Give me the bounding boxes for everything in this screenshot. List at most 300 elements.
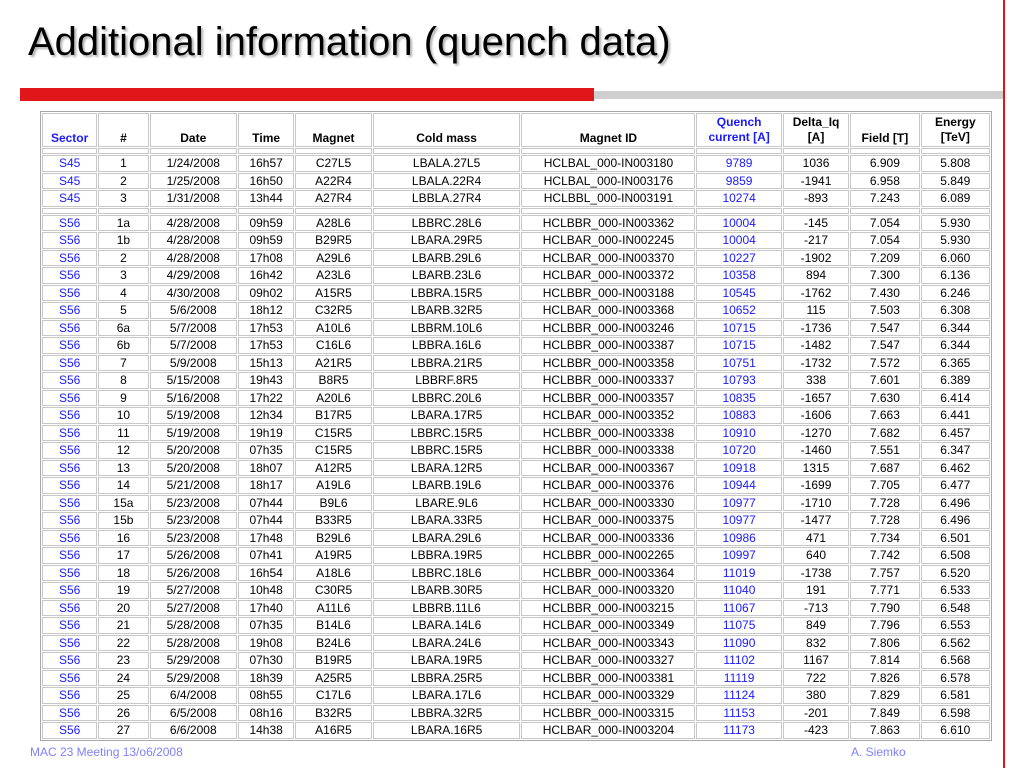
header-field: Field [T]: [850, 113, 919, 147]
table-row: [42, 302, 990, 319]
cell-energy: 6.501: [921, 530, 990, 547]
cell-date: 5/21/2008: [150, 477, 237, 494]
cell-time: 12h34: [238, 407, 294, 424]
cell-magnet-id: HCLBAR_000-IN003330: [521, 495, 695, 512]
cell-field: 7.796: [850, 617, 919, 634]
cell-cold-mass: LBARA.17L6: [373, 687, 521, 704]
table-row: [42, 407, 990, 424]
cell-date: 5/19/2008: [150, 425, 237, 442]
header-number: #: [98, 113, 148, 147]
cell-cold-mass: LBBRC.28L6: [373, 215, 521, 232]
cell-delta-iq: 640: [783, 547, 849, 564]
header-cold-mass: Cold mass: [373, 113, 521, 147]
cell-energy: 6.581: [921, 687, 990, 704]
cell-magnet-id: HCLBAR_000-IN003336: [521, 530, 695, 547]
cell-number: 10: [98, 407, 148, 424]
cell-energy: 6.578: [921, 670, 990, 687]
cell-time: 19h08: [238, 635, 294, 652]
cell-field: 7.572: [850, 355, 919, 372]
table-row: [42, 267, 990, 284]
cell-magnet: B24L6: [295, 635, 371, 652]
cell-magnet-id: HCLBAR_000-IN003368: [521, 302, 695, 319]
cell-field: 7.806: [850, 635, 919, 652]
cell-time: 09h59: [238, 232, 294, 249]
cell-delta-iq: -1270: [783, 425, 849, 442]
cell-quench-current: 10751: [696, 355, 781, 372]
cell-date: 5/23/2008: [150, 512, 237, 529]
cell-number: 14: [98, 477, 148, 494]
cell-field: 7.829: [850, 687, 919, 704]
cell-magnet: A29L6: [295, 250, 371, 267]
cell-cold-mass: LBARA.12R5: [373, 460, 521, 477]
cell-time: 08h16: [238, 705, 294, 722]
cell-magnet: A11L6: [295, 600, 371, 617]
cell-energy: 6.347: [921, 442, 990, 459]
cell-delta-iq: -1762: [783, 285, 849, 302]
cell-magnet: A23L6: [295, 267, 371, 284]
cell-quench-current: 9789: [696, 155, 781, 172]
table-row: [42, 617, 990, 634]
cell-energy: 6.457: [921, 425, 990, 442]
cell-time: 18h17: [238, 477, 294, 494]
cell-cold-mass: LBBRC.20L6: [373, 390, 521, 407]
cell-time: 07h30: [238, 652, 294, 669]
cell-date: 4/28/2008: [150, 250, 237, 267]
table-row: [42, 722, 990, 739]
cell-field: 7.547: [850, 320, 919, 337]
cell-field: 6.909: [850, 155, 919, 172]
cell-energy: 6.496: [921, 512, 990, 529]
spacer-cell: [850, 208, 919, 214]
cell-field: 7.054: [850, 215, 919, 232]
cell-quench-current: 10944: [696, 477, 781, 494]
cell-sector: S56: [42, 705, 97, 722]
cell-delta-iq: 380: [783, 687, 849, 704]
cell-magnet-id: HCLBBL_000-IN003191: [521, 190, 695, 207]
spacer-cell: [238, 148, 294, 154]
cell-magnet-id: HCLBBR_000-IN003338: [521, 425, 695, 442]
right-edge-line: [1003, 0, 1005, 768]
cell-number: 3: [98, 267, 148, 284]
cell-magnet-id: HCLBAR_000-IN003376: [521, 477, 695, 494]
cell-date: 5/26/2008: [150, 547, 237, 564]
cell-magnet: C27L5: [295, 155, 371, 172]
table-row: [42, 173, 990, 190]
cell-sector: S45: [42, 190, 97, 207]
cell-number: 23: [98, 652, 148, 669]
cell-quench-current: 9859: [696, 173, 781, 190]
cell-time: 17h40: [238, 600, 294, 617]
cell-magnet-id: HCLBBR_000-IN003362: [521, 215, 695, 232]
cell-magnet: C15R5: [295, 425, 371, 442]
cell-magnet: A19L6: [295, 477, 371, 494]
cell-delta-iq: -1738: [783, 565, 849, 582]
cell-sector: S56: [42, 530, 97, 547]
cell-number: 8: [98, 372, 148, 389]
table-row: [42, 250, 990, 267]
cell-number: 1b: [98, 232, 148, 249]
cell-quench-current: 11040: [696, 582, 781, 599]
table-row: [42, 320, 990, 337]
cell-date: 1/25/2008: [150, 173, 237, 190]
spacer-cell: [98, 208, 148, 214]
cell-energy: 5.808: [921, 155, 990, 172]
cell-cold-mass: LBBRC.15R5: [373, 442, 521, 459]
cell-magnet-id: HCLBBR_000-IN003387: [521, 337, 695, 354]
cell-energy: 6.414: [921, 390, 990, 407]
cell-sector: S56: [42, 722, 97, 739]
cell-energy: 5.849: [921, 173, 990, 190]
table-row: [42, 477, 990, 494]
cell-number: 27: [98, 722, 148, 739]
cell-number: 21: [98, 617, 148, 634]
cell-field: 7.742: [850, 547, 919, 564]
cell-cold-mass: LBALA.22R4: [373, 173, 521, 190]
cell-date: 5/27/2008: [150, 582, 237, 599]
cell-date: 5/16/2008: [150, 390, 237, 407]
cell-time: 07h41: [238, 547, 294, 564]
header-magnet: Magnet: [295, 113, 371, 147]
cell-time: 07h35: [238, 617, 294, 634]
cell-magnet-id: HCLBAR_000-IN003204: [521, 722, 695, 739]
cell-energy: 6.344: [921, 337, 990, 354]
cell-magnet-id: HCLBAR_000-IN003352: [521, 407, 695, 424]
cell-energy: 6.533: [921, 582, 990, 599]
cell-magnet-id: HCLBAR_000-IN003349: [521, 617, 695, 634]
cell-time: 08h55: [238, 687, 294, 704]
cell-date: 1/24/2008: [150, 155, 237, 172]
spacer-cell: [238, 208, 294, 214]
table-header-row: [42, 113, 990, 147]
cell-magnet: A16R5: [295, 722, 371, 739]
table-row: [42, 460, 990, 477]
cell-delta-iq: -1941: [783, 173, 849, 190]
table-row: [42, 530, 990, 547]
cell-sector: S56: [42, 407, 97, 424]
cell-number: 12: [98, 442, 148, 459]
cell-energy: 6.389: [921, 372, 990, 389]
cell-magnet-id: HCLBBR_000-IN003338: [521, 442, 695, 459]
cell-quench-current: 11102: [696, 652, 781, 669]
cell-delta-iq: -1477: [783, 512, 849, 529]
cell-time: 16h42: [238, 267, 294, 284]
cell-time: 10h48: [238, 582, 294, 599]
spacer-cell: [42, 148, 97, 154]
cell-sector: S56: [42, 600, 97, 617]
footer-meeting: MAC 23 Meeting 13/o6/2008: [30, 745, 183, 759]
cell-quench-current: 11173: [696, 722, 781, 739]
cell-delta-iq: -423: [783, 722, 849, 739]
cell-cold-mass: LBARB.29L6: [373, 250, 521, 267]
cell-magnet: C15R5: [295, 442, 371, 459]
spacer-cell: [373, 208, 521, 214]
cell-energy: 6.441: [921, 407, 990, 424]
title-rule-red: [20, 88, 594, 101]
cell-time: 17h53: [238, 320, 294, 337]
cell-delta-iq: 1036: [783, 155, 849, 172]
cell-delta-iq: -217: [783, 232, 849, 249]
cell-magnet-id: HCLBAR_000-IN003320: [521, 582, 695, 599]
cell-energy: 6.496: [921, 495, 990, 512]
cell-number: 19: [98, 582, 148, 599]
spacer-cell: [150, 208, 237, 214]
cell-quench-current: 11153: [696, 705, 781, 722]
cell-number: 1: [98, 155, 148, 172]
cell-delta-iq: -1732: [783, 355, 849, 372]
spacer-cell: [696, 208, 781, 214]
cell-magnet-id: HCLBAR_000-IN003375: [521, 512, 695, 529]
cell-field: 7.547: [850, 337, 919, 354]
cell-delta-iq: -1460: [783, 442, 849, 459]
cell-quench-current: 11019: [696, 565, 781, 582]
table-row: [42, 215, 990, 232]
cell-cold-mass: LBBLA.27R4: [373, 190, 521, 207]
cell-delta-iq: -713: [783, 600, 849, 617]
cell-sector: S56: [42, 267, 97, 284]
cell-cold-mass: LBARA.16R5: [373, 722, 521, 739]
cell-number: 5: [98, 302, 148, 319]
cell-cold-mass: LBARE.9L6: [373, 495, 521, 512]
cell-energy: 5.930: [921, 232, 990, 249]
cell-time: 07h35: [238, 442, 294, 459]
cell-time: 18h12: [238, 302, 294, 319]
table-row: [42, 285, 990, 302]
cell-cold-mass: LBBRA.16L6: [373, 337, 521, 354]
cell-date: 6/4/2008: [150, 687, 237, 704]
spacer-cell: [921, 148, 990, 154]
cell-energy: 6.568: [921, 652, 990, 669]
cell-magnet-id: HCLBAL_000-IN003176: [521, 173, 695, 190]
cell-quench-current: 10910: [696, 425, 781, 442]
cell-delta-iq: -1710: [783, 495, 849, 512]
header-energy: Energy [TeV]: [921, 113, 990, 147]
cell-date: 4/28/2008: [150, 232, 237, 249]
cell-quench-current: 10835: [696, 390, 781, 407]
cell-date: 6/5/2008: [150, 705, 237, 722]
cell-magnet: A12R5: [295, 460, 371, 477]
cell-delta-iq: 115: [783, 302, 849, 319]
spacer-row: [42, 208, 990, 214]
cell-number: 4: [98, 285, 148, 302]
table-row: [42, 652, 990, 669]
cell-magnet-id: HCLBBR_000-IN003215: [521, 600, 695, 617]
cell-sector: S56: [42, 372, 97, 389]
cell-energy: 6.060: [921, 250, 990, 267]
cell-magnet-id: HCLBAR_000-IN003343: [521, 635, 695, 652]
cell-magnet-id: HCLBAR_000-IN003367: [521, 460, 695, 477]
cell-time: 09h02: [238, 285, 294, 302]
spacer-cell: [150, 148, 237, 154]
title-rule-gray: [594, 91, 1004, 99]
cell-time: 15h13: [238, 355, 294, 372]
cell-date: 4/29/2008: [150, 267, 237, 284]
cell-number: 15b: [98, 512, 148, 529]
cell-time: 16h50: [238, 173, 294, 190]
cell-number: 24: [98, 670, 148, 687]
cell-date: 5/26/2008: [150, 565, 237, 582]
cell-time: 18h07: [238, 460, 294, 477]
cell-time: 19h43: [238, 372, 294, 389]
cell-sector: S56: [42, 425, 97, 442]
cell-date: 4/28/2008: [150, 215, 237, 232]
cell-field: 7.054: [850, 232, 919, 249]
cell-sector: S56: [42, 232, 97, 249]
table-body: [42, 148, 990, 739]
cell-energy: 6.344: [921, 320, 990, 337]
cell-cold-mass: LBARA.24L6: [373, 635, 521, 652]
cell-delta-iq: -893: [783, 190, 849, 207]
cell-magnet-id: HCLBAR_000-IN003329: [521, 687, 695, 704]
cell-magnet-id: HCLBBR_000-IN003357: [521, 390, 695, 407]
cell-sector: S56: [42, 320, 97, 337]
cell-energy: 6.246: [921, 285, 990, 302]
cell-delta-iq: -1699: [783, 477, 849, 494]
cell-magnet: B14L6: [295, 617, 371, 634]
cell-energy: 6.598: [921, 705, 990, 722]
cell-magnet-id: HCLBAR_000-IN002245: [521, 232, 695, 249]
cell-magnet: C30R5: [295, 582, 371, 599]
table-row: [42, 565, 990, 582]
cell-field: 7.790: [850, 600, 919, 617]
table-row: [42, 155, 990, 172]
cell-magnet-id: HCLBAR_000-IN003370: [521, 250, 695, 267]
table-row: [42, 687, 990, 704]
cell-energy: 6.610: [921, 722, 990, 739]
cell-quench-current: 10715: [696, 337, 781, 354]
cell-number: 17: [98, 547, 148, 564]
cell-delta-iq: -1902: [783, 250, 849, 267]
cell-time: 18h39: [238, 670, 294, 687]
spacer-cell: [98, 148, 148, 154]
cell-magnet: C17L6: [295, 687, 371, 704]
cell-time: 07h44: [238, 512, 294, 529]
cell-energy: 6.477: [921, 477, 990, 494]
cell-delta-iq: 1315: [783, 460, 849, 477]
cell-sector: S56: [42, 565, 97, 582]
cell-sector: S56: [42, 460, 97, 477]
cell-time: 17h22: [238, 390, 294, 407]
cell-date: 5/20/2008: [150, 460, 237, 477]
cell-magnet: A19R5: [295, 547, 371, 564]
cell-number: 25: [98, 687, 148, 704]
spacer-cell: [42, 208, 97, 214]
table-row: [42, 355, 990, 372]
table-row: [42, 670, 990, 687]
cell-number: 13: [98, 460, 148, 477]
cell-date: 1/31/2008: [150, 190, 237, 207]
cell-energy: 6.365: [921, 355, 990, 372]
cell-sector: S56: [42, 285, 97, 302]
cell-field: 7.243: [850, 190, 919, 207]
cell-energy: 6.520: [921, 565, 990, 582]
cell-magnet: A15R5: [295, 285, 371, 302]
cell-energy: 6.508: [921, 547, 990, 564]
header-sector: Sector: [42, 113, 97, 147]
cell-date: 5/23/2008: [150, 495, 237, 512]
cell-delta-iq: 191: [783, 582, 849, 599]
cell-cold-mass: LBALA.27L5: [373, 155, 521, 172]
header-delta-iq: Delta_Iq [A]: [783, 113, 849, 147]
cell-quench-current: 11119: [696, 670, 781, 687]
cell-energy: 6.308: [921, 302, 990, 319]
cell-sector: S56: [42, 582, 97, 599]
cell-time: 17h48: [238, 530, 294, 547]
cell-field: 6.958: [850, 173, 919, 190]
spacer-cell: [783, 148, 849, 154]
cell-sector: S56: [42, 355, 97, 372]
spacer-cell: [850, 148, 919, 154]
cell-magnet-id: HCLBBR_000-IN003358: [521, 355, 695, 372]
cell-date: 5/28/2008: [150, 635, 237, 652]
cell-magnet: A27R4: [295, 190, 371, 207]
cell-magnet: A18L6: [295, 565, 371, 582]
cell-number: 15a: [98, 495, 148, 512]
cell-delta-iq: -145: [783, 215, 849, 232]
cell-magnet-id: HCLBAR_000-IN003372: [521, 267, 695, 284]
cell-magnet: B29L6: [295, 530, 371, 547]
quench-data-table-frame: [40, 111, 992, 741]
cell-field: 7.705: [850, 477, 919, 494]
cell-cold-mass: LBARA.29L6: [373, 530, 521, 547]
cell-date: 5/7/2008: [150, 337, 237, 354]
cell-sector: S56: [42, 477, 97, 494]
cell-sector: S56: [42, 635, 97, 652]
cell-cold-mass: LBBRF.8R5: [373, 372, 521, 389]
cell-magnet: A10L6: [295, 320, 371, 337]
cell-field: 7.551: [850, 442, 919, 459]
cell-sector: S45: [42, 155, 97, 172]
cell-quench-current: 10918: [696, 460, 781, 477]
cell-time: 16h54: [238, 565, 294, 582]
cell-field: 7.430: [850, 285, 919, 302]
cell-magnet: A22R4: [295, 173, 371, 190]
cell-delta-iq: 894: [783, 267, 849, 284]
cell-magnet-id: HCLBBR_000-IN002265: [521, 547, 695, 564]
table-row: [42, 190, 990, 207]
cell-cold-mass: LBBRB.11L6: [373, 600, 521, 617]
cell-delta-iq: 1167: [783, 652, 849, 669]
spacer-cell: [921, 208, 990, 214]
cell-date: 5/19/2008: [150, 407, 237, 424]
cell-magnet: A21R5: [295, 355, 371, 372]
table-row: [42, 512, 990, 529]
cell-quench-current: 10977: [696, 512, 781, 529]
cell-date: 5/20/2008: [150, 442, 237, 459]
cell-cold-mass: LBARB.30R5: [373, 582, 521, 599]
cell-quench-current: 10977: [696, 495, 781, 512]
cell-magnet: B9L6: [295, 495, 371, 512]
cell-time: 19h19: [238, 425, 294, 442]
cell-number: 11: [98, 425, 148, 442]
cell-sector: S45: [42, 173, 97, 190]
cell-magnet-id: HCLBBR_000-IN003315: [521, 705, 695, 722]
cell-date: 5/27/2008: [150, 600, 237, 617]
cell-field: 7.687: [850, 460, 919, 477]
cell-sector: S56: [42, 547, 97, 564]
spacer-row: [42, 148, 990, 154]
cell-sector: S56: [42, 302, 97, 319]
cell-number: 3: [98, 190, 148, 207]
spacer-cell: [783, 208, 849, 214]
cell-delta-iq: -1482: [783, 337, 849, 354]
cell-magnet: B8R5: [295, 372, 371, 389]
cell-time: 17h08: [238, 250, 294, 267]
table-row: [42, 495, 990, 512]
cell-sector: S56: [42, 495, 97, 512]
cell-sector: S56: [42, 652, 97, 669]
cell-sector: S56: [42, 442, 97, 459]
cell-number: 9: [98, 390, 148, 407]
